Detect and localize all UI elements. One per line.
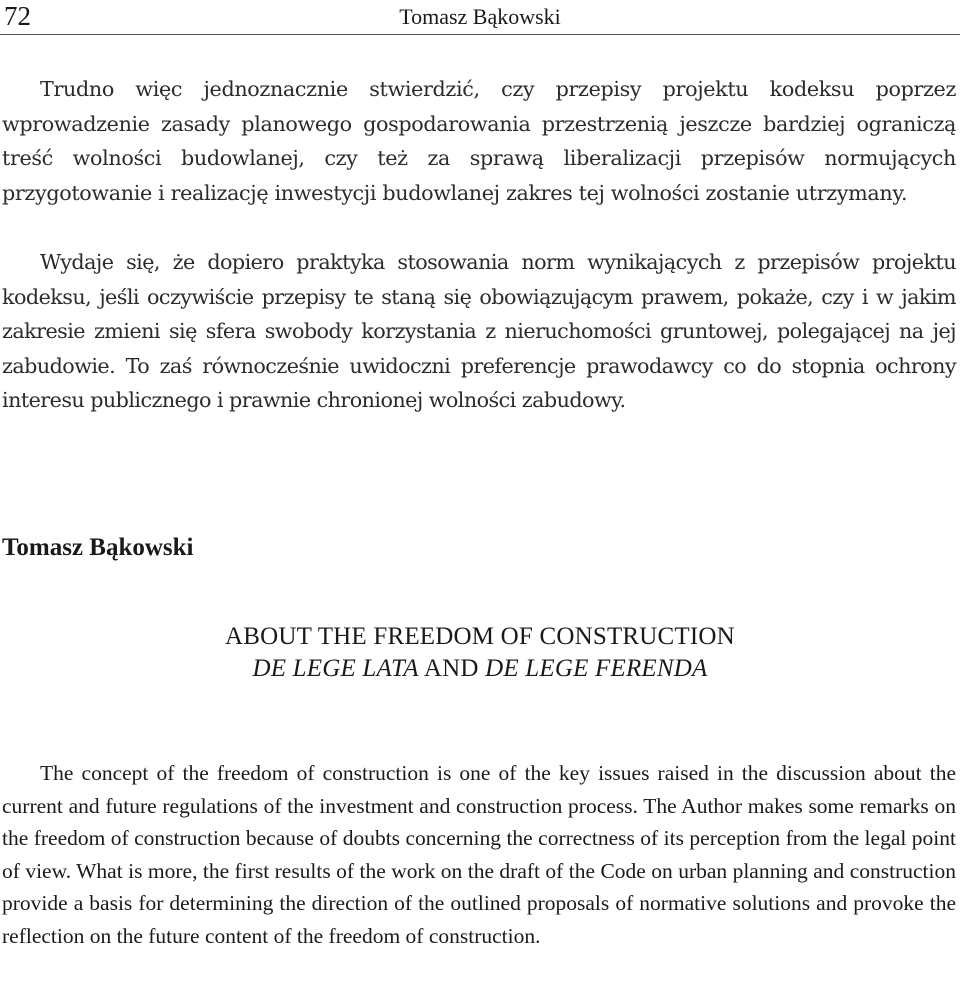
summary-title-line-1: ABOUT THE FREEDOM OF CONSTRUCTION (225, 623, 735, 650)
summary-author: Tomasz Bąkowski (2, 534, 194, 561)
running-header-author: Tomasz Bąkowski (399, 4, 561, 29)
running-header (0, 0, 960, 35)
summary-abstract: The concept of the freedom of construction is one of the key issues raised in the discussion about the current and future regulations of the investment and construction process. The Author makes some remarks on the freedom of construction because of doubts concerning the correctness of its perception from the legal point of view. What is more, the first results of the work on the draft of the Code on urban planning and construction provide a basis for determining the direction of the outlined proposals of normative solutions and provoke the reflection on the future content of the freedom of construction. (2, 761, 956, 948)
summary-title (0, 621, 960, 685)
title-latin-phrase-2: DE LEGE FERENDA (485, 655, 708, 682)
body-paragraph-1: Trudno więc jednoznacznie stwierdzić, czy przepisy projektu kodeksu poprzez wprowadzenie zasady planowego gospodarowania przestrzenią jeszcze bardziej ograniczą treść wolności budowlanej, czy też za sprawą liberalizacji przepisów normujących przygotowanie i realizację inwestycji budowlanej zakres tej wolności zostanie utrzymany. (2, 77, 956, 205)
body-paragraph-2: Wydaje się, że dopiero praktyka stosowania norm wynikających z przepisów projektu kodeksu, jeśli oczywiście przepisy te staną się obowiązującym prawem, pokaże, czy i w jakim zakresie zmieni się sfera swobody korzystania z nieruchomości gruntowej, polegającej na jej zabudowie. To zaś równocześnie uwidoczni preferencje prawodawcy co do stopnia ochrony interesu publicznego i prawnie chronionej wolności zabudowy. (2, 250, 956, 412)
title-latin-phrase-1: DE LEGE LATA (252, 655, 419, 682)
summary-title-line-2 (0, 653, 960, 685)
page-number: 72 (4, 1, 31, 31)
title-conjunction: AND (418, 655, 486, 682)
